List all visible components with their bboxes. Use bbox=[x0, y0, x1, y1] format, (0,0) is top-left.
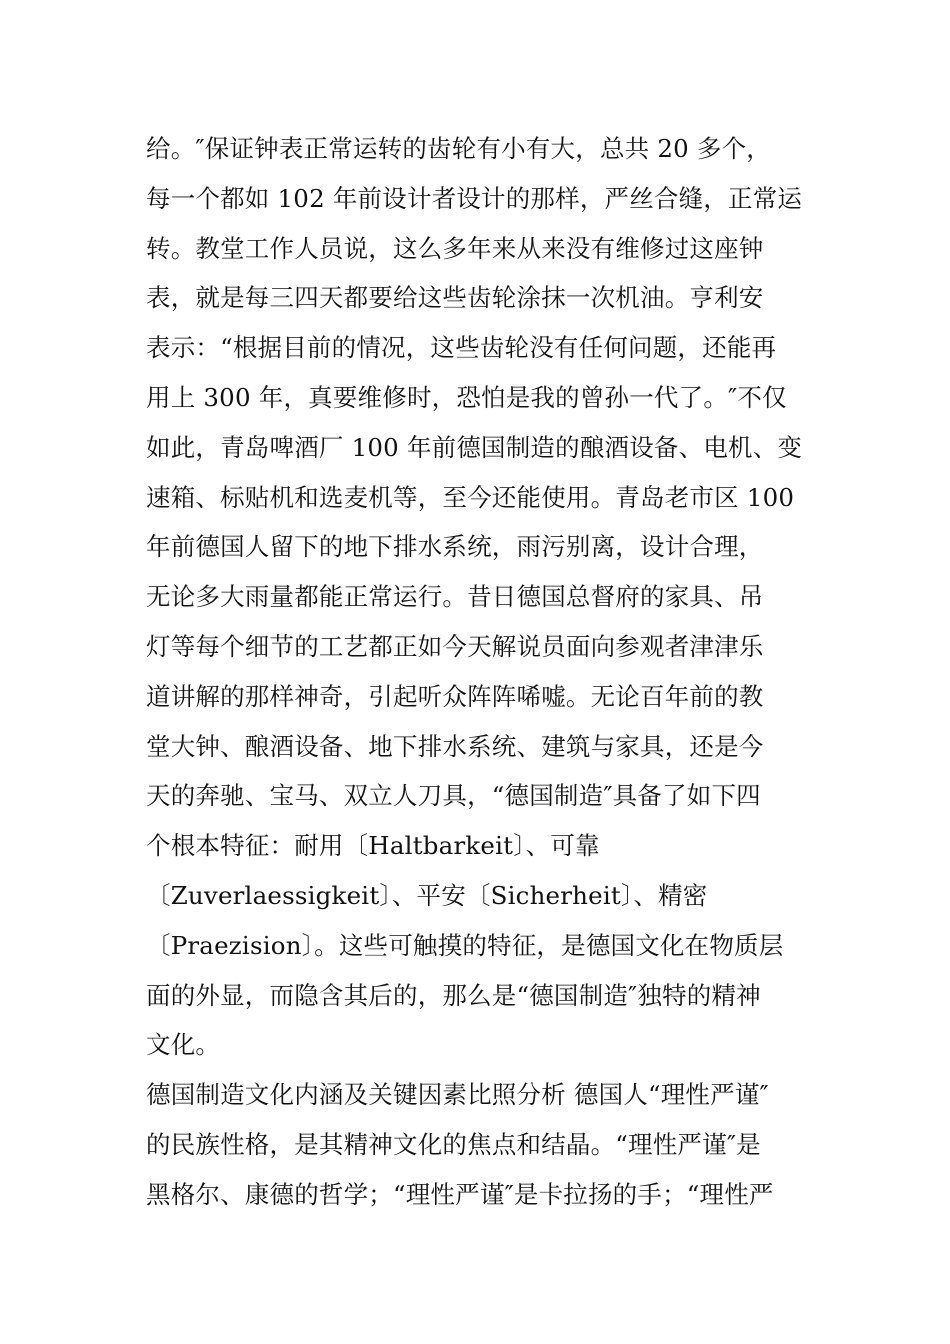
text-line: 表示：“根据目前的情况，这些齿轮没有任何问题，还能再 bbox=[146, 333, 777, 363]
text-line: 给。″保证钟表正常运转的齿轮有小有大，总共 20 多个， bbox=[146, 134, 772, 163]
text-line: 面的外显，而隐含其后的，那么是“德国制造″独特的精神 bbox=[146, 980, 761, 1010]
text-line: 转。教堂工作人员说，这么多年来从来没有维修过这座钟 bbox=[146, 233, 764, 263]
text-line: 堂大钟、酿酒设备、地下排水系统、建筑与家具，还是今 bbox=[146, 731, 764, 761]
text-line: 个根本特征：耐用〔Haltbarkeit〕、可靠 bbox=[146, 831, 600, 861]
text-line: 年前德国人留下的地下排水系统，雨污别离，设计合理， bbox=[146, 532, 764, 562]
text-line: 道讲解的那样神奇，引起听众阵阵唏嘘。无论百年前的教 bbox=[146, 681, 764, 711]
body-text bbox=[146, 124, 816, 1220]
text-line: 每一个都如 102 年前设计者设计的那样，严丝合缝，正常运 bbox=[146, 183, 803, 213]
text-line: 的民族性格，是其精神文化的焦点和结晶。“理性严谨″是 bbox=[146, 1129, 761, 1159]
text-line: 灯等每个细节的工艺都正如今天解说员面向参观者津津乐 bbox=[146, 631, 764, 661]
text-line: 如此，青岛啤酒厂 100 年前德国制造的酿酒设备、电机、变 bbox=[146, 432, 803, 462]
text-line: 速箱、标贴机和选麦机等，至今还能使用。青岛老市区 100 bbox=[146, 482, 795, 512]
text-line: 黑格尔、康德的哲学；“理性严谨″是卡拉扬的手；“理性严 bbox=[146, 1179, 774, 1209]
text-line: 〔Praezision〕。这些可触摸的特征，是德国文化在物质层 bbox=[146, 930, 784, 960]
section-heading-line: 德国制造文化内涵及关键因素比照分析 德国人“理性严谨″ bbox=[146, 1080, 769, 1110]
text-line: 文化。 bbox=[146, 1030, 221, 1060]
text-line: 表，就是每三四天都要给这些齿轮涂抹一次机油。亨利安 bbox=[146, 283, 764, 313]
text-line: 天的奔驰、宝马、双立人刀具，“德国制造″具备了如下四 bbox=[146, 781, 761, 811]
text-line: 〔Zuverlaessigkeit〕、平安〔Sicherheit〕、精密 bbox=[146, 880, 708, 910]
text-line: 无论多大雨量都能正常运行。昔日德国总督府的家具、吊 bbox=[146, 582, 764, 612]
text-line: 用上 300 年，真要维修时，恐怕是我的曾孙一代了。″不仅 bbox=[146, 382, 787, 412]
